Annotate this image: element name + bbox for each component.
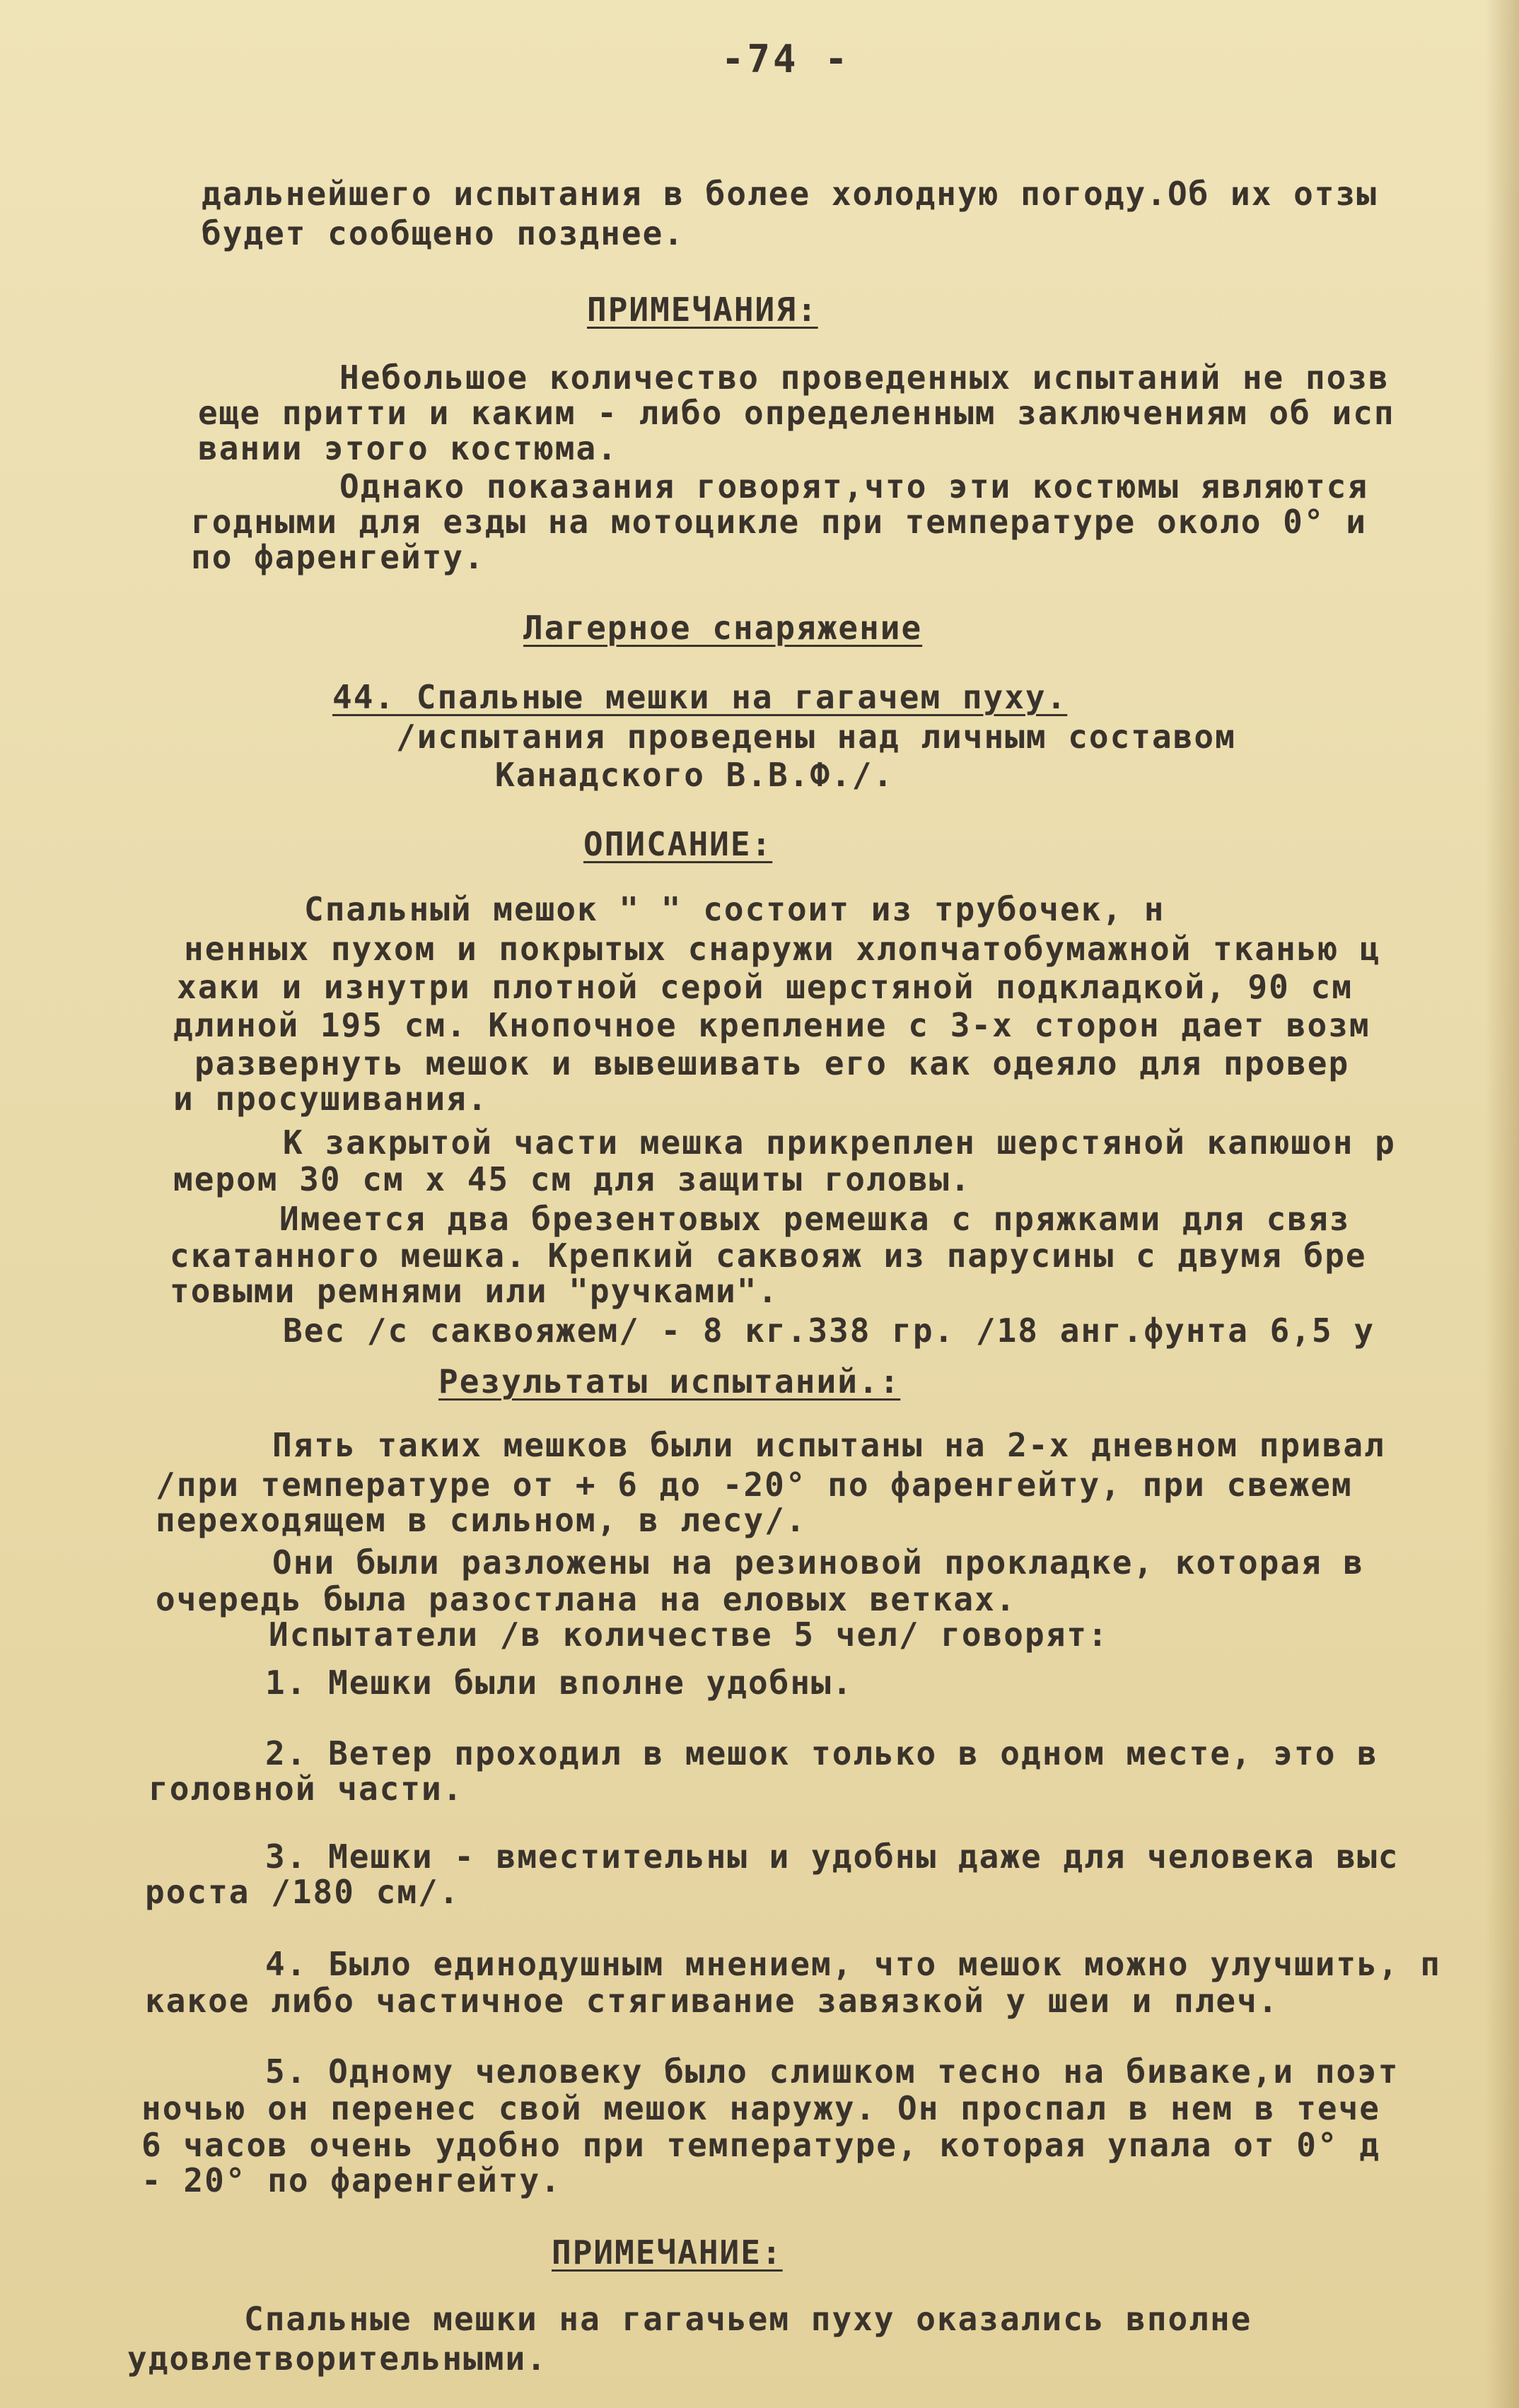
description-line-10: скатанного мешка. Крепкий саквояж из парусины с двумя бре [170, 1237, 1367, 1275]
description-line-9: Имеется два брезентовых ремешка с пряжками для связ [279, 1200, 1351, 1238]
result-point-4-line-1: 4. Было единодушным мнением, что мешок можно улучшить, п [265, 1945, 1441, 1983]
notes-1-line-4: Однако показания говорят,что эти костюмы являются [339, 467, 1369, 505]
description-line-7: К закрытой части мешка прикреплен шерстяной капюшон р [283, 1123, 1396, 1162]
description-line-4: длиной 195 см. Кнопочное крепление с 3-х сторон дает возм [173, 1006, 1370, 1044]
result-point-3-line-1: 3. Мешки - вместительны и удобны даже для человека выс [265, 1837, 1399, 1876]
result-point-2-line-1: 2. Ветер проходил в мешок только в одном месте, это в [265, 1734, 1378, 1772]
item-44-subtitle-2: Канадского В.В.Ф./. [495, 756, 895, 794]
description-line-2: ненных пухом и покрытых снаружи хлопчатобумажной тканью ц [184, 930, 1381, 968]
notes-1-line-5: годными для езды на мотоцикле при температуре около 0° и [191, 503, 1367, 541]
description-line-1: Спальный мешок " " состоит из трубочек, н [304, 890, 1165, 928]
item-44-title: 44. Спальные мешки на гагачем пуху. [332, 678, 1068, 716]
description-line-11: товыми ремнями или "ручками". [170, 1272, 779, 1310]
results-line-6: Испытатели /в количестве 5 чел/ говорят: [269, 1615, 1109, 1654]
description-heading: ОПИСАНИЕ: [583, 825, 773, 863]
page-edge-shadow [1485, 0, 1519, 2408]
result-point-2-line-2: головной части. [149, 1770, 464, 1808]
result-point-5-line-3: 6 часов очень удобно при температуре, которая упала от 0° д [141, 2126, 1380, 2164]
result-point-5-line-2: ночью он перенес свой мешок наружу. Он проспал в нем в тече [141, 2089, 1380, 2127]
notes-1-line-3: вании этого костюма. [198, 429, 618, 467]
description-line-6: и просушивания. [173, 1080, 489, 1118]
result-point-3-line-2: роста /180 см/. [145, 1873, 460, 1911]
result-point-4-line-2: какое либо частичное стягивание завязкой у шеи и плеч. [145, 1982, 1279, 2020]
notes-1-line-2: еще притти и каким - либо определенным заключениям об исп [198, 394, 1395, 432]
description-line-3: хаки и изнутри плотной серой шерстяной подкладкой, 90 см [177, 968, 1353, 1006]
results-heading: Результаты испытаний.: [438, 1362, 901, 1401]
intro-line-1: дальнейшего испытания в более холодную погоду.Об их отзы [202, 175, 1378, 213]
description-line-5: развернуть мешок и вывешивать его как одеяло для провер [194, 1044, 1350, 1082]
result-point-5-line-1: 5. Одному человеку было слишком тесно на биваке,и поэт [265, 2052, 1399, 2091]
notes-heading-1: ПРИМЕЧАНИЯ: [587, 291, 818, 329]
results-line-4: Они были разложены на резиновой прокладке, которая в [272, 1543, 1365, 1582]
intro-line-2: будет сообщено позднее. [202, 214, 685, 252]
results-line-3: переходящем в сильном, в лесу/. [156, 1501, 807, 1539]
notes-1-line-6: по фаренгейту. [191, 538, 485, 576]
page-number: -74 - [721, 37, 851, 81]
notes-2-line-1: Спальные мешки на гагачьем пуху оказались вполне [244, 2300, 1252, 2338]
item-44-subtitle-1: /испытания проведены над личным составом [396, 718, 1236, 756]
notes-2-line-2: удовлетворительными. [127, 2339, 547, 2378]
results-line-2: /при температуре от + 6 до -20° по фаренгейту, при свежем [156, 1466, 1353, 1504]
result-point-5-line-4: - 20° по фаренгейту. [141, 2161, 561, 2199]
notes-1-line-1: Небольшое количество проведенных испытаний не позв [339, 358, 1390, 397]
results-line-1: Пять таких мешков были испытаны на 2-х дневном привал [272, 1426, 1385, 1464]
notes-heading-2: ПРИМЕЧАНИЕ: [552, 2233, 783, 2272]
description-line-8: мером 30 см х 45 см для защиты головы. [173, 1160, 972, 1198]
section-heading: Лагерное снаряжение [523, 609, 923, 647]
results-line-5: очередь была разостлана на еловых ветках. [156, 1580, 1017, 1618]
description-line-12: Вес /с саквояжем/ - 8 кг.338 гр. /18 анг.фунта 6,5 у [283, 1311, 1375, 1350]
result-point-1: 1. Мешки были вполне удобны. [265, 1664, 854, 1702]
